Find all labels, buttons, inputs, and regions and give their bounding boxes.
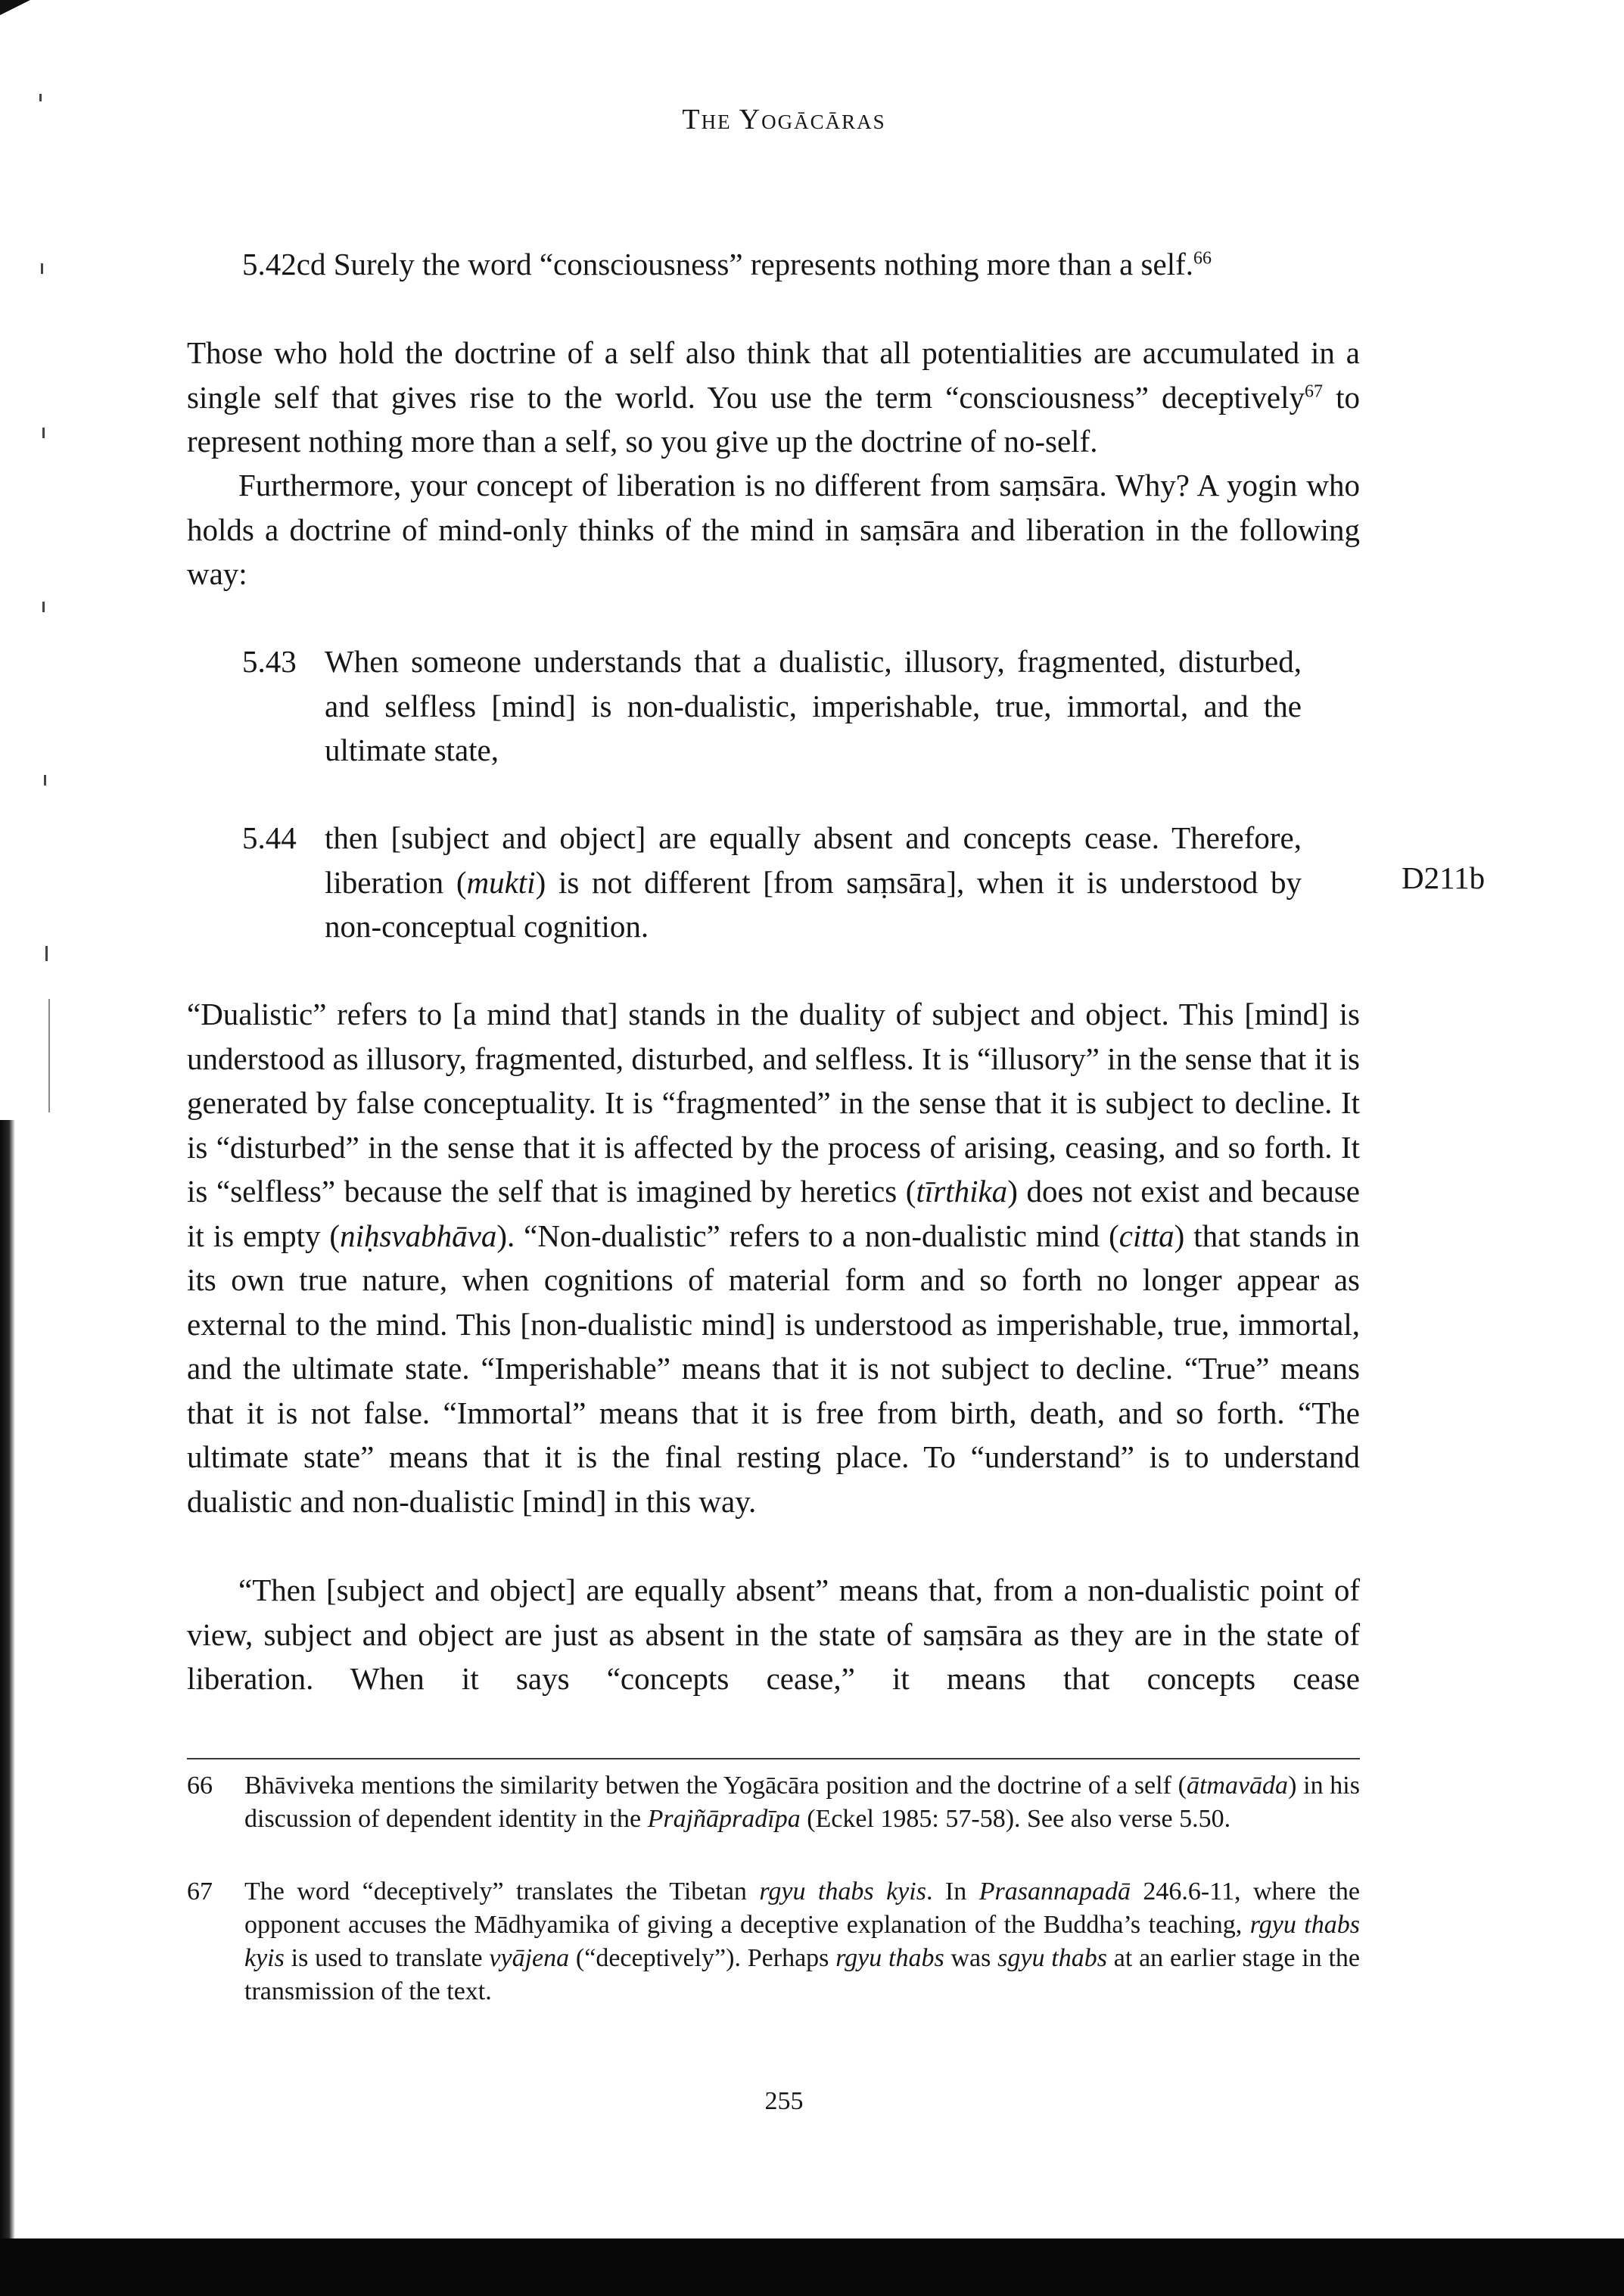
page-number: 255 — [764, 2087, 804, 2115]
text-run: (Eckel 1985: 57-58). See also verse 5.50. — [800, 1805, 1231, 1833]
footnote-66 — [187, 1769, 1360, 1836]
scan-speck — [48, 999, 50, 1112]
scan-speck — [44, 775, 46, 786]
verse-5-44 — [242, 816, 1302, 949]
tibetan-term: rgyu thabs kyis — [244, 1911, 1360, 1972]
scan-speck — [42, 602, 45, 612]
paragraph-3 — [187, 992, 1360, 1523]
verse-text — [325, 816, 1302, 949]
verse-5-42cd-text: 5.42cd Surely the word “consciousness” represents nothing more than a self. — [242, 247, 1194, 282]
text-run: ) that stands in its own true nature, when cognitions of material form and so forth no longer appear as external to the mind. This [non-dualistic mind] is understood as imperishable, true, immortal, and the ultimate state. “Imperishable” means that it is not subject to decline. “True” means that it is not false. “Immortal” means that it is free from birth, death, and so forth. “The ultimate state” means that it is the final resting place. To “understand” is to understand dualistic and non-dualistic [mind] in this way. — [187, 1218, 1360, 1519]
sanskrit-term: vyājena — [489, 1944, 570, 1972]
text-run: (“deceptively”). Perhaps — [569, 1944, 836, 1972]
scan-speck — [39, 94, 42, 101]
running-header: The Yogācāras — [682, 104, 886, 135]
text-run: . In — [926, 1878, 979, 1906]
paragraph-1 — [187, 331, 1360, 464]
sanskrit-term: tīrthika — [916, 1174, 1008, 1209]
paragraph-1-text-b: to represent nothing more than a self, so you give up the doctrine of no-self. — [187, 379, 1360, 459]
text-run: was — [944, 1944, 998, 1972]
work-title: Prajñāpradīpa — [647, 1805, 801, 1833]
margin-reference: D211b — [1402, 860, 1486, 895]
text-run: Bhāviveka mentions the similarity betwen the Yogācāra position and the doctrine of a self ( — [244, 1772, 1187, 1800]
footnote-number: 67 — [187, 1878, 213, 1906]
text-run: “Dualistic” refers to [a mind that] stands in the duality of subject and object. This [mind] is understood as illusory, fragmented, disturbed, and selfless. It is “illusory” in the sense that it is generated by false conceptuality. It is “fragmented” in the sense that it is subject to decline. It is “disturbed” in the sense that it is affected by the process of arising, ceasing, and so forth. It is “selfless” because the self that is imagined by heretics ( — [187, 997, 1360, 1209]
footnote-rule — [187, 1758, 1360, 1759]
footnote-text — [244, 1769, 1360, 1836]
text-run: is used to translate — [284, 1944, 490, 1972]
text-run: ). “Non-dualistic” refers to a non-dualistic mind ( — [496, 1218, 1119, 1253]
footnote-67 — [187, 1875, 1360, 2008]
tibetan-term: rgyu thabs — [835, 1944, 944, 1972]
scan-speck — [41, 263, 43, 274]
footnote-ref-67[interactable]: 67 — [1305, 381, 1323, 401]
scan-binding-shadow — [0, 1120, 15, 2240]
footnote-ref-66[interactable]: 66 — [1193, 248, 1212, 269]
verse-text-b: ) is not different [from saṃsāra], when it is understood by non-conceptual cognition. — [325, 864, 1302, 944]
verse-number: 5.43 — [242, 644, 297, 679]
text-run: ) does not exist and because it is empty ( — [187, 1174, 1360, 1253]
text-run: at an earlier stage in the transmission of the text. — [244, 1944, 1360, 2005]
text-run: 246.6-11, where the opponent accuses the Mādhyamika of giving a deceptive explanation of the Buddha’s teaching, — [244, 1878, 1361, 1939]
text-run: The word “deceptively” translates the Tibetan — [244, 1878, 760, 1906]
sanskrit-term: mukti — [466, 864, 536, 900]
paragraph-2: Furthermore, your concept of liberation is no different from saṃsāra. Why? A yogin who holds a doctrine of mind-only thinks of the mind in saṃsāra and liberation in the following way: — [187, 468, 1360, 591]
text-run: ) in his discussion of dependent identity in the — [244, 1772, 1360, 1833]
sanskrit-term: ātmavāda — [1186, 1772, 1289, 1800]
tibetan-term: sgyu thabs — [997, 1944, 1107, 1972]
paragraph-4: “Then [subject and object] are equally absent” means that, from a non-dualistic point of view, subject and object are just as absent in the state of saṃsāra as they are in the state of liberation. When it says “concepts cease,” it means that concepts cease — [187, 1573, 1360, 1696]
sanskrit-term: niḥsvabhāva — [340, 1218, 497, 1253]
paragraph-1-text-a: Those who hold the doctrine of a self also think that all potentialities are accumulated in a single self that gives rise to the world. You use the term “consciousness” deceptively — [187, 335, 1360, 415]
verse-text-a: then [subject and object] are equally absent and concepts cease. Therefore, liberation ( — [325, 820, 1302, 900]
verse-5-42cd — [242, 242, 1339, 287]
verse-number: 5.44 — [242, 820, 297, 855]
sanskrit-term: citta — [1118, 1218, 1174, 1253]
tibetan-term: rgyu thabs kyis — [759, 1878, 926, 1906]
scan-speck — [42, 428, 45, 438]
scan-corner-mark — [0, 0, 30, 15]
verse-text: When someone understands that a dualistic, illusory, fragmented, disturbed, and selfless [mind] is non-dualistic, imperishable, true, immortal, and the ultimate state, — [325, 644, 1302, 767]
scan-speck — [45, 946, 48, 961]
footnote-number: 66 — [187, 1772, 213, 1800]
scan-bottom-edge — [0, 2238, 1624, 2296]
work-title: Prasannapadā — [978, 1878, 1131, 1906]
verse-5-43 — [242, 639, 1302, 773]
footnote-text — [244, 1875, 1360, 2008]
